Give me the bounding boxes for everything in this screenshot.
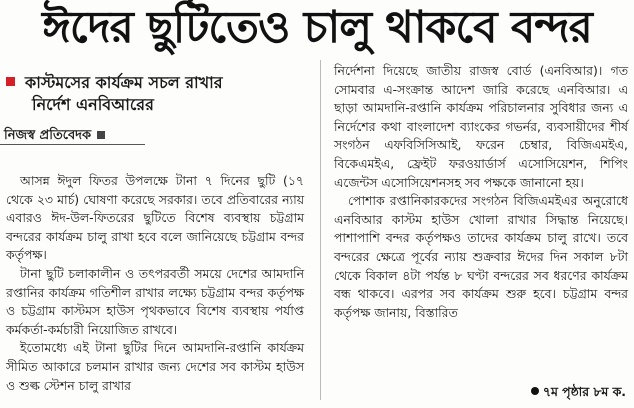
paragraph: পোশাক রপ্তানিকারকদের সংগঠন বিজিএমইএর অনুরোধে এনবিআর কাস্টম হাউস খোলা রাখার সিদ্ধান্ত নিয়েছে। পাশাপাশি বন্দর কর্তৃপক্ষও তাদের কার্যক্রম চালু রাখে। তবে বন্দরের ক্ষেত্রে পূর্বের ন্যায় শুক্রবার ঈদের দিন সকাল ৮টা থেকে বিকাল ৪টা পর্যন্ত ৮ ঘণ্টা বন্দরের সব ধরণের কার্যক্রম বন্ধ থাকবে। এরপর সব কার্যক্রম শুরু হবে। চট্টগ্রাম বন্দর কর্তৃপক্ষ জানায়, বিস্তারিত	[334, 193, 628, 320]
paragraph: ইতোমধ্যে এই টানা ছুটির দিনে আমদানি-রপ্তানি কার্যক্রম সীমিত আকারে চলমান রাখার জন্য দেশের সব কাস্টম হাউস ও শুল্ক স্টেশন চালু রাখার	[6, 340, 304, 393]
paragraph: আসন্ন ঈদুল ফিতর উপলক্ষে টানা ৭ দিনের ছুটি (১৭ থেকে ২৩ মার্চ) ঘোষণা করেছে সরকার। তবে প্রতিবারের ন্যায় এবারও ঈদ-উল-ফিতরের ছুটিতে বিশেষ ব্যবস্থায় চট্টগ্রাম বন্দরের কার্যক্রম চালু রাখা হবে বলে জানিয়েছে চট্টগ্রাম বন্দর কর্তৃপক্ষ।	[6, 173, 304, 263]
column-divider	[320, 60, 321, 400]
byline-square-icon	[97, 131, 105, 139]
kicker	[6, 72, 326, 116]
continued-note	[531, 384, 626, 404]
paragraph: নির্দেশনা দিয়েছে জাতীয় রাজস্ব বোর্ড (এনবিআর)। গত সোমবার এ-সংক্রান্ত আদেশ জারি করেছে এনবিআর। এ ছাড়া আমদানি-রপ্তানি কার্যক্রম পরিচালনার সুবিধার জন্য এ নির্দেশের কথা বাংলাদেশ ব্যাংকের গভর্নর, ব্যবসায়ীদের শীর্ষ সংগঠন এফবিসিসিআই, ফরেন চেম্বার, বিজিএমইএ, বিকেএমইএ, ফ্রেইট ফরওয়ার্ডার্স এসোসিয়েশন, শিপিং এজেন্টস এসোসিয়েশনসহ সব পক্ষকে জানানো হয়।	[334, 63, 628, 190]
byline-rule	[0, 144, 145, 145]
paragraph: টানা ছুটি চলাকালীন ও তৎপরবর্তী সময়ে দেশের আমদানি রপ্তানির কার্যক্রম গতিশীল রাখার লক্ষ্যে চট্টগ্রাম বন্দর কর্তৃপক্ষ ও চট্টগ্রাম কাস্টমস হাউস পৃথকভাবে বিশেষ ব্যবস্থায় পর্যাপ্ত কর্মকর্তা-কর্মচারী নিয়োজিত রাখবে।	[6, 265, 304, 337]
kicker-line-2: নির্দেশ এনবিআরের	[32, 95, 154, 114]
left-column	[6, 172, 304, 395]
right-column	[334, 62, 628, 322]
kicker-line-1: কাস্টমসের কার্যক্রম সচল রাখার	[25, 73, 223, 92]
bullet-icon	[531, 387, 539, 395]
headline: ঈদের ছুটিতেও চালু থাকবে বন্দর	[42, 2, 592, 53]
red-square-icon	[6, 77, 15, 86]
byline-text: নিজস্ব প্রতিবেদক	[4, 128, 92, 143]
continued-text: ৭ম পৃষ্ঠার ৮ম ক.	[542, 384, 626, 399]
